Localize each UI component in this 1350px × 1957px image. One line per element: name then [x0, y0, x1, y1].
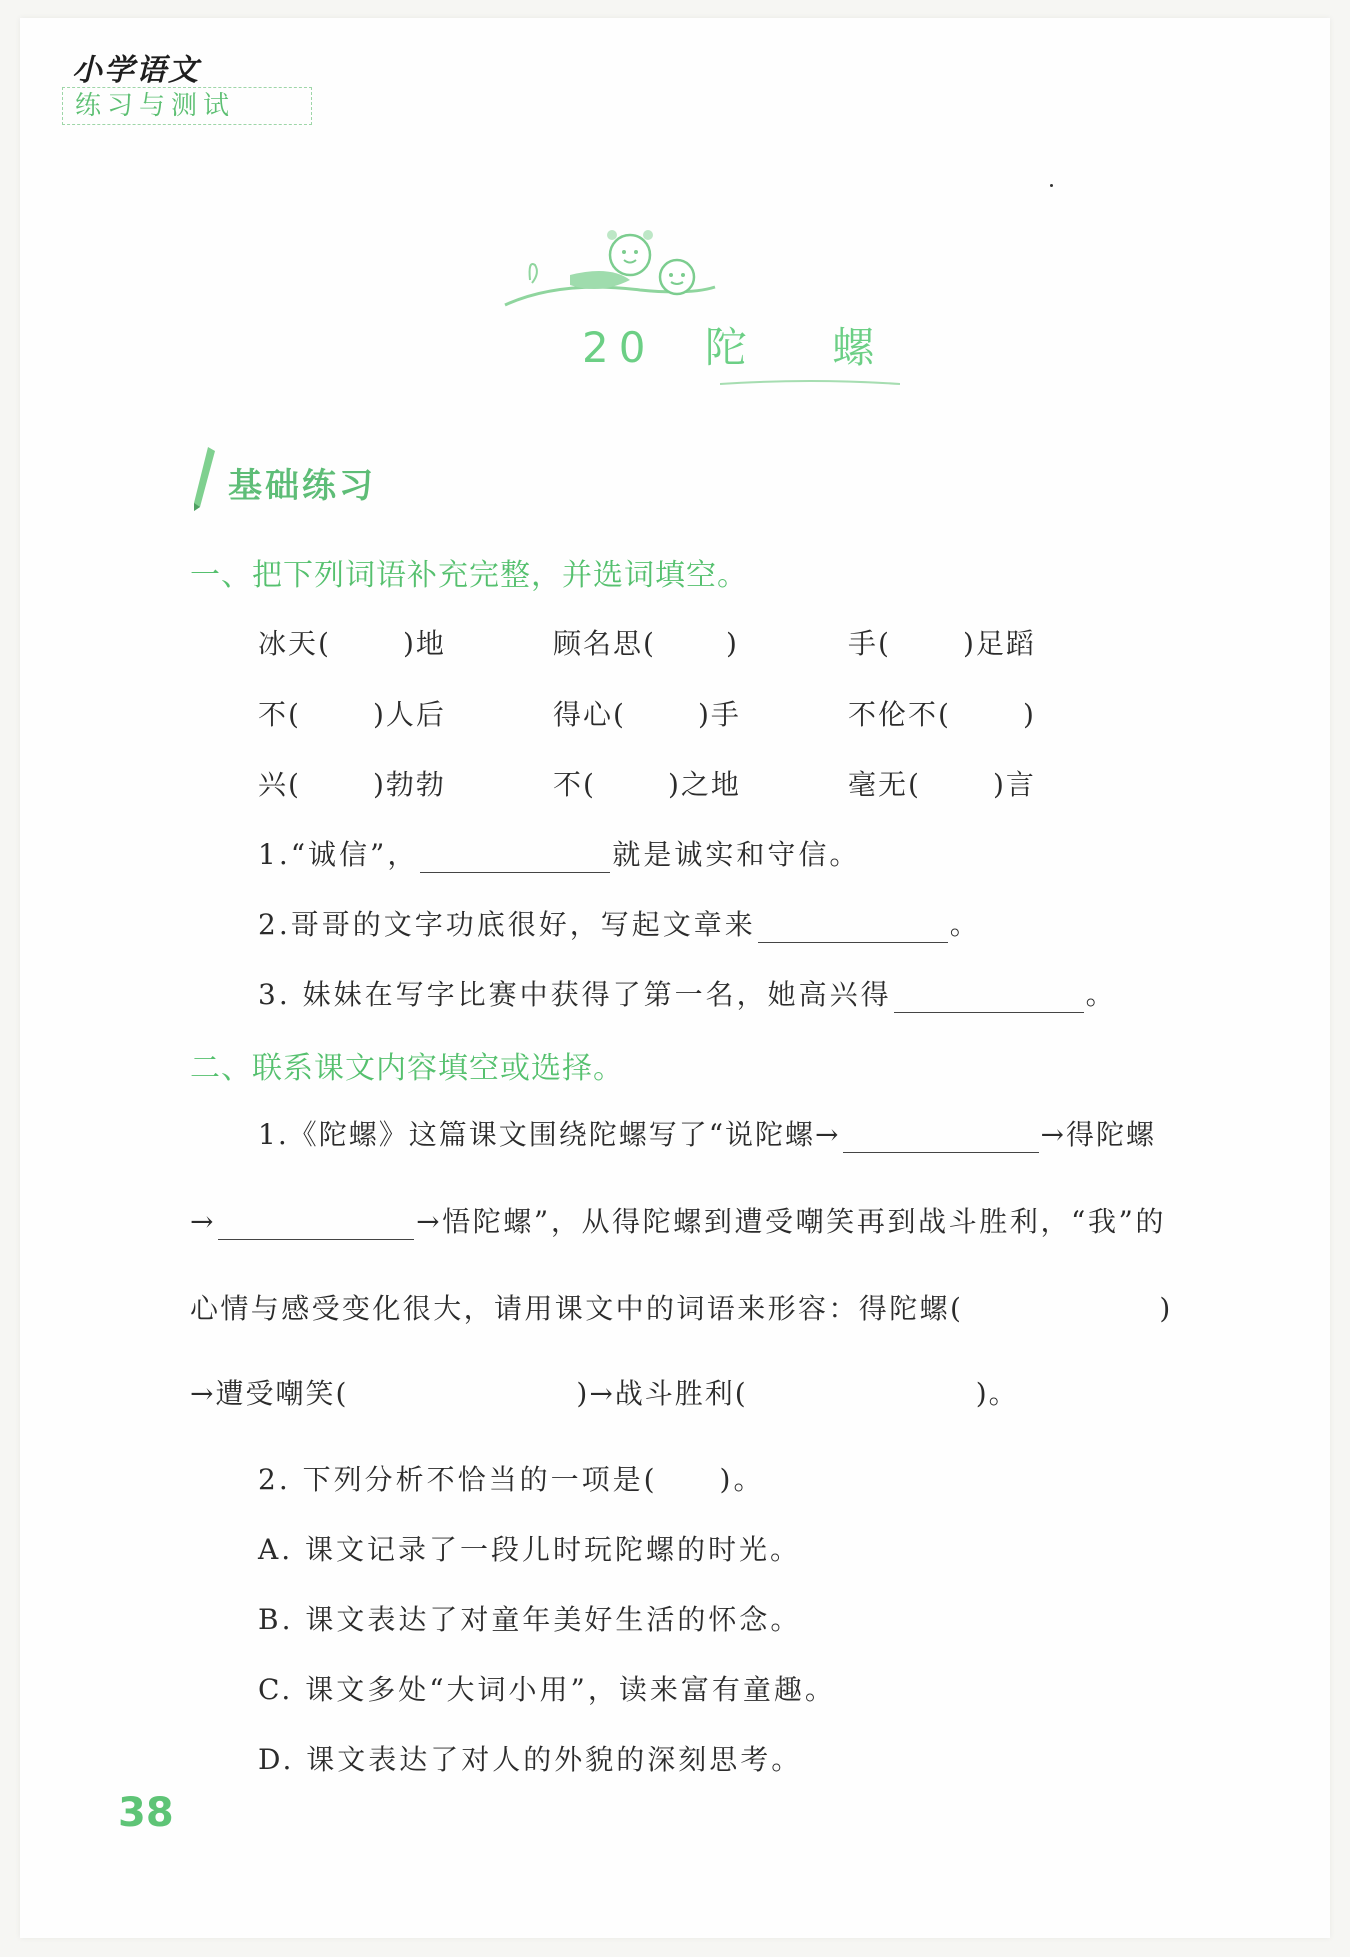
q2-part1-line2: → →悟陀螺”，从得陀螺到遭受嘲笑再到战斗胜利，“我”的 — [190, 1205, 1167, 1238]
option-c[interactable]: C. 课文多处“大词小用”，读来富有童趣。 — [258, 1673, 836, 1706]
idiom-9: 毫无( )言 — [848, 768, 1036, 801]
option-b[interactable]: B. 课文表达了对童年美好生活的怀念。 — [258, 1603, 802, 1636]
brand-title: 小学语文 — [72, 53, 200, 88]
answer-blank-5[interactable] — [218, 1209, 414, 1240]
pencil-icon — [188, 445, 218, 515]
lesson-title — [582, 315, 884, 375]
answer-blank-4[interactable] — [843, 1122, 1039, 1153]
idiom-1: 冰天( )地 — [258, 627, 446, 660]
q2-part2-question: 2. 下列分析不恰当的一项是( )。 — [258, 1463, 765, 1496]
idiom-5: 得心( )手 — [553, 698, 741, 731]
children-illustration — [500, 225, 720, 315]
speck — [1050, 184, 1053, 187]
q2-part1-line4: →遭受嘲笑( )→战斗胜利( )。 — [190, 1377, 1019, 1410]
q2-part1-line3: 心情与感受变化很大，请用课文中的词语来形容：得陀螺( ) — [190, 1292, 1173, 1325]
answer-blank-2[interactable] — [758, 912, 948, 943]
fill-sentence-2: 2.哥哥的文字功底很好，写起文章来 。 — [258, 908, 981, 941]
answer-blank-3[interactable] — [894, 982, 1084, 1013]
section-title: 基础练习 — [228, 466, 376, 506]
question-1-heading: 一、把下列词语补充完整，并选词填空。 — [190, 558, 748, 593]
lesson-title-char-2: 螺 — [832, 323, 885, 372]
idiom-2: 顾名思( ) — [553, 627, 739, 660]
idiom-4: 不( )人后 — [258, 698, 446, 731]
question-2-heading: 二、联系课文内容填空或选择。 — [190, 1051, 624, 1086]
page-number: 38 — [118, 1790, 174, 1836]
idiom-3: 手( )足蹈 — [848, 627, 1036, 660]
title-underline — [720, 378, 900, 390]
q2-part1-line1: 1.《陀螺》这篇课文围绕陀螺写了“说陀螺→ →得陀螺 — [258, 1118, 1156, 1151]
lesson-number: 20 — [582, 323, 656, 372]
answer-blank-1[interactable] — [420, 842, 610, 873]
idiom-7: 兴( )勃勃 — [258, 768, 446, 801]
option-d[interactable]: D. 课文表达了对人的外貌的深刻思考。 — [258, 1743, 803, 1776]
fill-sentence-1: 1.“诚信”， 就是诚实和守信。 — [258, 838, 861, 871]
brand-header — [72, 45, 236, 121]
idiom-8: 不( )之地 — [553, 768, 741, 801]
lesson-title-char-1: 陀 — [704, 323, 757, 372]
idiom-6: 不伦不( ) — [848, 698, 1036, 731]
brand-subtitle: 练习与测试 — [62, 87, 312, 125]
section-header — [188, 445, 376, 519]
fill-sentence-3: 3. 妹妹在写字比赛中获得了第一名，她高兴得 。 — [258, 978, 1117, 1011]
option-a[interactable]: A. 课文记录了一段儿时玩陀螺的时光。 — [258, 1533, 802, 1566]
